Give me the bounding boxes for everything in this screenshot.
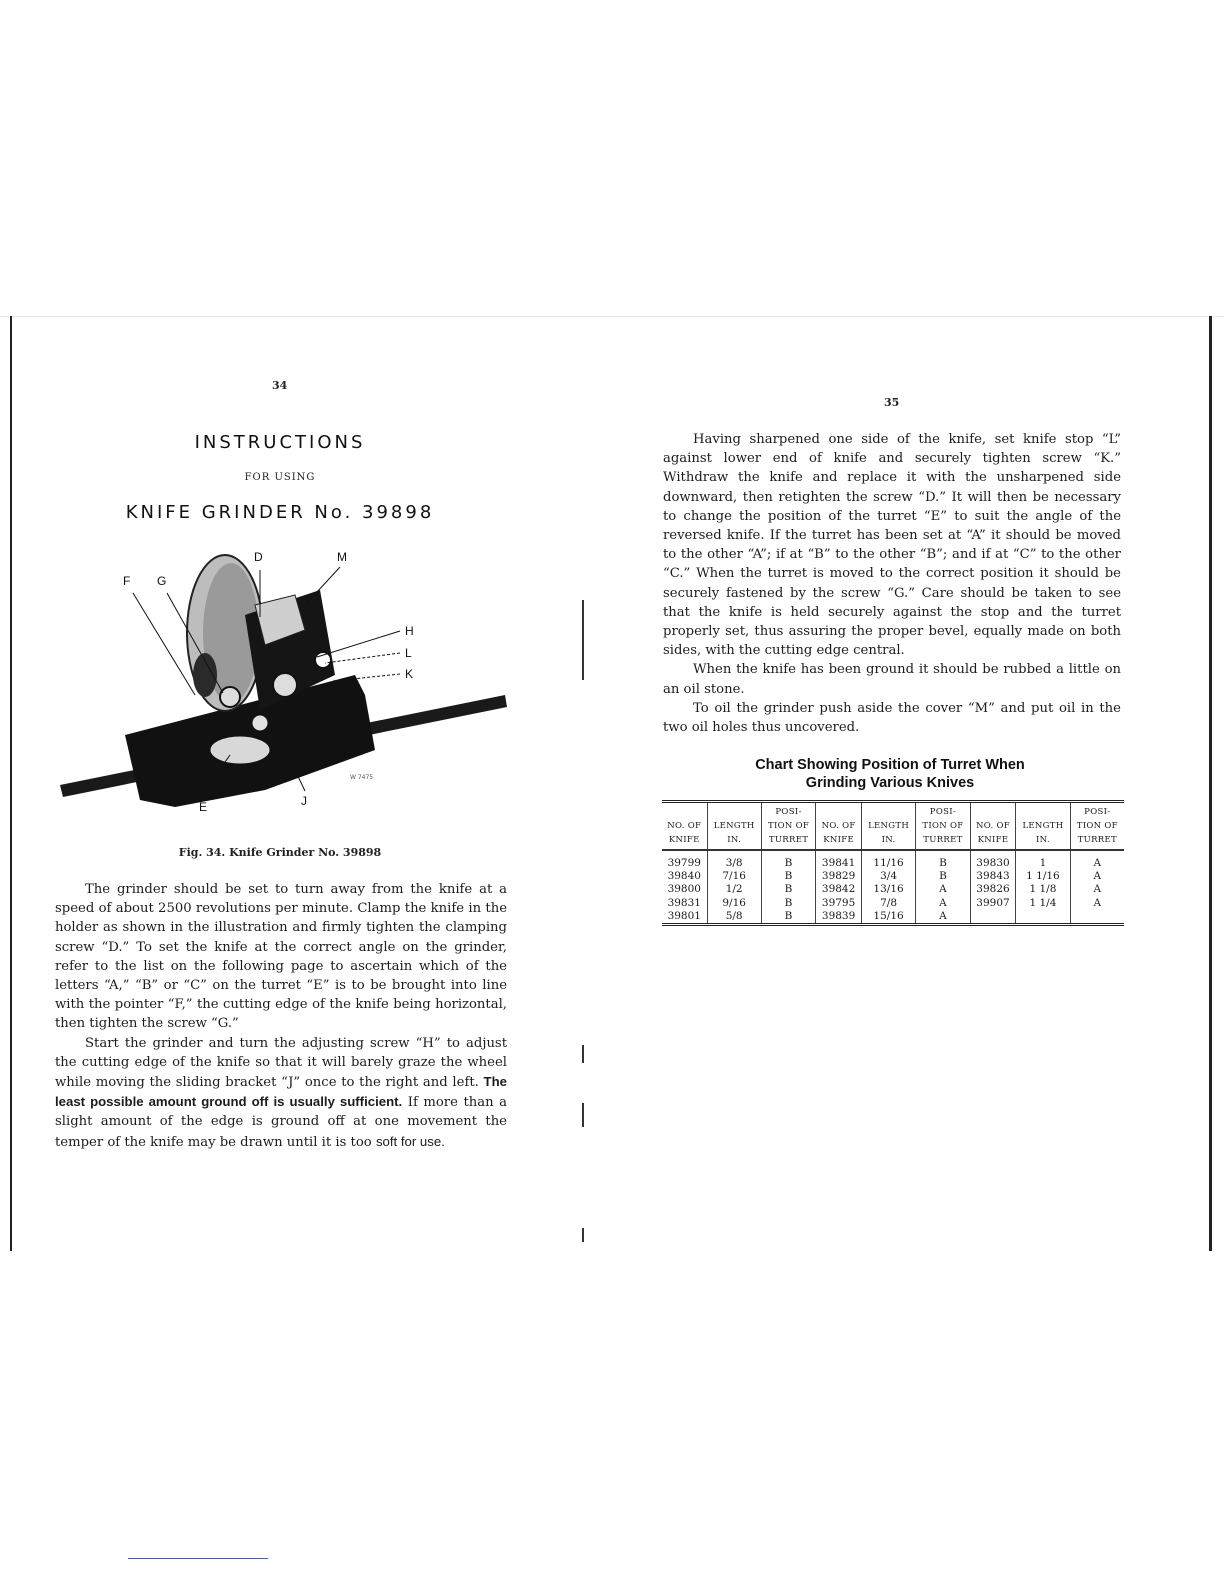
col-header: NO. OF KNIFE (816, 802, 862, 851)
cell: 3/8 (707, 850, 761, 870)
col-header: NO. OF KNIFE (970, 802, 1016, 851)
spread-right-edge (1209, 316, 1212, 1251)
col-header: LENGTH IN. (861, 802, 915, 851)
spread-left-edge (10, 316, 12, 1251)
cell: 1 1/16 (1016, 870, 1070, 883)
knife-stop (315, 652, 331, 668)
turret-position-table (662, 800, 1124, 926)
col-header: LENGTH IN. (707, 802, 761, 851)
adjusting-screw (273, 673, 297, 697)
callout-e: E (199, 800, 208, 814)
callout-l: L (405, 646, 412, 660)
plate-mark: W 7475 (350, 774, 374, 781)
cell: 39826 (970, 883, 1016, 896)
cell: B (761, 850, 815, 870)
callout-m: M (337, 550, 347, 564)
cell: 1 1/4 (1016, 897, 1070, 910)
knob (252, 715, 268, 731)
instructions-heading: INSTRUCTIONS (194, 432, 366, 453)
cell: 9/16 (707, 897, 761, 910)
table-row (662, 910, 1124, 925)
col-header: POSI- TION OF TURRET (761, 802, 815, 851)
callout-g: G (157, 574, 167, 588)
table-row (662, 850, 1124, 870)
cell: 39799 (667, 857, 701, 869)
chart-title (690, 756, 1090, 792)
emphasis-sentence: The least possible amount ground off is usually sufficient. (55, 1074, 507, 1110)
right-paragraph-1: Having sharpened one side of the knife, set knife stop “L” against lower end of knife and securely tighten screw “K.” Withdraw the knife and replace it with the unsharpened side downward, then retighten the screw “D.” It will then be necessary to change the position of the turret “E” to suit the angle of the reversed knife. If the turret has been set at “A” it should be moved to the other “A”; if at “B” to the other “B”; and if at “C” to the other “C.” When the turret is moved to the correct position it should be securely fastened by the screw “G.” Care should be taken to see that the knife is held securely against the stop and the turret properly set, thus assuring the proper bevel, equally made on both sides, with the cutting edge central. (663, 432, 1121, 659)
right-page-number: 35 (884, 396, 900, 409)
right-body-text (663, 430, 1121, 737)
gutter-mark (582, 1103, 584, 1127)
cell: B (916, 850, 970, 870)
cell: 5/8 (707, 910, 761, 925)
cell: A (1070, 850, 1124, 870)
cell: B (761, 910, 815, 925)
cell: 39831 (667, 896, 701, 909)
gutter-mark (582, 1045, 584, 1063)
cell: 1/2 (707, 883, 761, 896)
left-paragraph-2-start: Start the grinder and turn the adjusting screw “H” to adjust the cutting edge of the knife so that it will barely graze the wheel while moving the sliding bracket “J” once to the right and left. (55, 1035, 507, 1091)
grinder-drawing (55, 545, 515, 820)
cell: 39801 (667, 909, 701, 922)
cell: B (761, 883, 815, 896)
cell: A (916, 883, 970, 896)
cell: A (1070, 870, 1124, 883)
cell: B (916, 870, 970, 883)
col-header: POSI- TION OF TURRET (916, 802, 970, 851)
left-paragraph-2 (55, 1034, 507, 1152)
chart-title-line-2: Grinding Various Knives (805, 775, 975, 791)
table-row (662, 897, 1124, 910)
callout-j: J (301, 794, 307, 808)
cell (1070, 910, 1124, 925)
cell: 3/4 (861, 870, 915, 883)
leader-f (133, 593, 195, 695)
col-header: NO. OF KNIFE (662, 802, 707, 851)
cell: A (916, 910, 970, 925)
cell: 39843 (970, 870, 1016, 883)
clamp-screw (220, 687, 240, 707)
cell: 39800 (667, 883, 701, 896)
left-body-text (55, 880, 507, 1152)
spread-top-edge (0, 316, 1224, 317)
cell: 11/16 (861, 850, 915, 870)
cell: 39795 (816, 897, 862, 910)
callout-f: F (123, 574, 131, 588)
bottom-rule (128, 1558, 268, 1559)
table-row (662, 883, 1124, 896)
cell: 39841 (816, 850, 862, 870)
cell: B (761, 897, 815, 910)
gutter-mark (582, 1228, 584, 1242)
turret-dial (210, 736, 270, 764)
cell: 39829 (816, 870, 862, 883)
callout-k: K (405, 667, 414, 681)
cell: A (916, 897, 970, 910)
col-header: LENGTH IN. (1016, 802, 1070, 851)
left-page-number: 34 (272, 379, 288, 392)
table-header-row (662, 802, 1124, 851)
cell: 1 (1016, 850, 1070, 870)
left-paragraph-2-end: If more than a slight amount of the edge is ground off at one movement the temper of the knife may be drawn until it is too (55, 1095, 507, 1150)
callout-d: D (254, 550, 263, 564)
leader-l (325, 653, 400, 663)
cell: 13/16 (861, 883, 915, 896)
cell: 7/8 (861, 897, 915, 910)
cell: 39842 (816, 883, 862, 896)
cell: 39830 (970, 850, 1016, 870)
cell: A (1070, 883, 1124, 896)
cell: 1 1/8 (1016, 883, 1070, 896)
figure-caption: Fig. 34. Knife Grinder No. 39898 (178, 846, 382, 859)
left-paragraph-2-tail: soft for use. (375, 1133, 445, 1149)
cell: B (761, 870, 815, 883)
cell: 15/16 (861, 910, 915, 925)
knife-grinder-title: KNIFE GRINDER No. 39898 (125, 502, 435, 523)
gutter-mark (582, 600, 584, 680)
leader-m (305, 567, 340, 605)
cell: 39840 (667, 870, 701, 883)
knife-grinder-illustration (55, 545, 515, 820)
cell: 7/16 (707, 870, 761, 883)
cell: 39839 (816, 910, 862, 925)
left-paragraph-1: The grinder should be set to turn away from the knife at a speed of about 2500 revolutions per minute. Clamp the knife in the holder as shown in the illustration and firmly tighten the clamping screw “D.” To set the knife at the correct angle on the grinder, refer to the list on the following page to ascertain which of the letters “A,” “B” or “C” on the turret “E” is to be brought into line with the pointer “F,” the cutting edge of the knife being horizontal, then tighten the screw “G.” (55, 882, 507, 1032)
chart-title-line-1: Chart Showing Position of Turret When (755, 757, 1025, 773)
right-paragraph-2: When the knife has been ground it should be rubbed a little on an oil stone. (663, 662, 1121, 697)
for-using-subheading: FOR USING (244, 472, 316, 483)
cell: A (1070, 897, 1124, 910)
callout-h: H (405, 624, 414, 638)
col-header: POSI- TION OF TURRET (1070, 802, 1124, 851)
right-paragraph-3: To oil the grinder push aside the cover “M” and put oil in the two oil holes thus uncovered. (663, 700, 1121, 736)
leader-k (333, 674, 400, 681)
cell: 39907 (970, 897, 1016, 910)
cell (970, 910, 1016, 925)
cell (1016, 910, 1070, 925)
table-row (662, 870, 1124, 883)
